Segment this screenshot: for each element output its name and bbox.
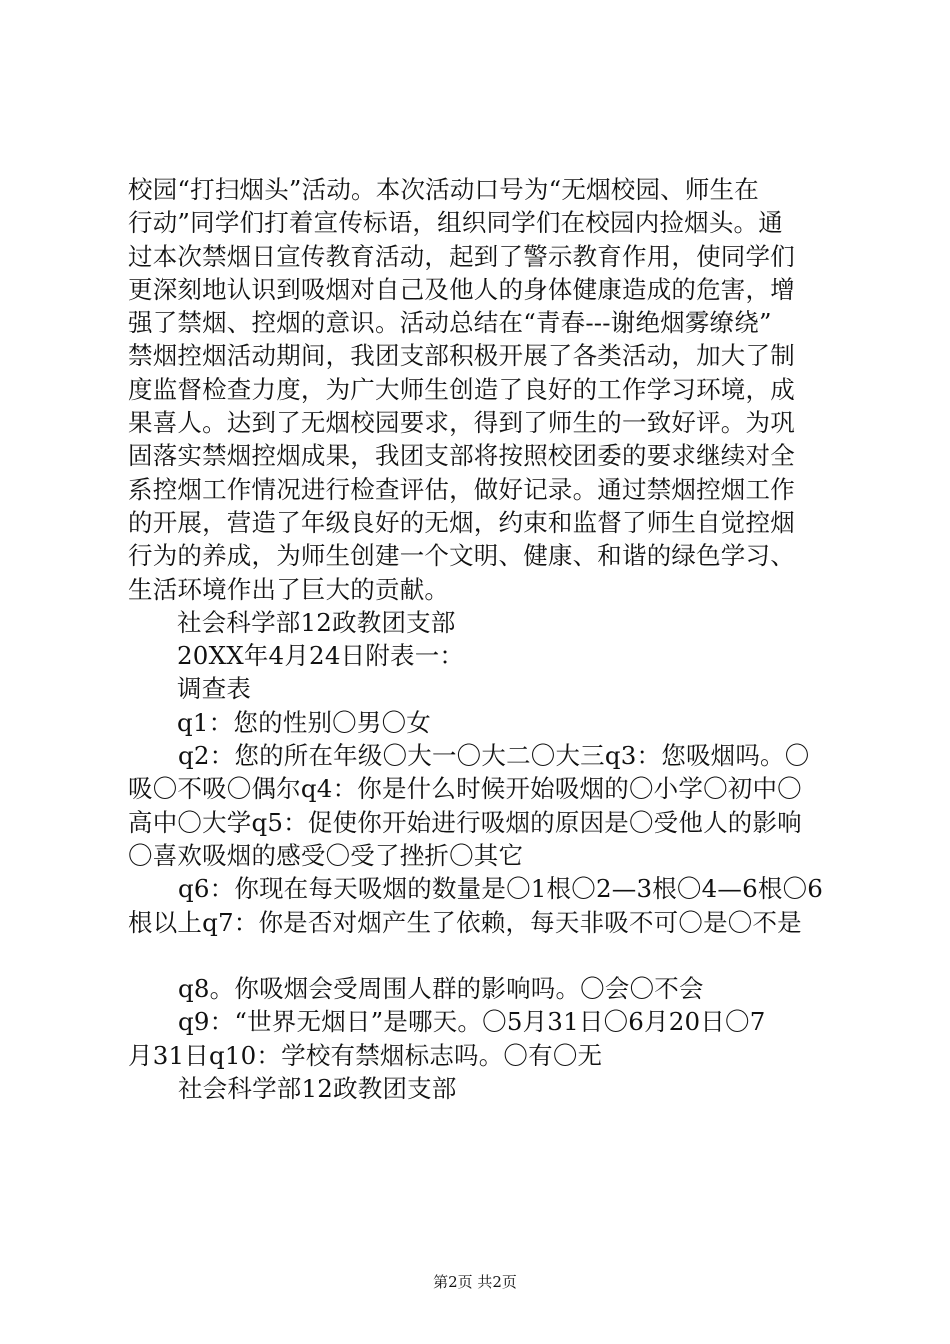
paragraph-line: 的开展，营造了年级良好的无烟，约束和监督了师生自觉控烟 <box>128 507 795 537</box>
page-footer: 第2页 共2页 <box>433 1273 517 1291</box>
paragraph-line: 固落实禁烟控烟成果，我团支部将按照校团委的要求继续对全 <box>128 441 795 471</box>
paragraph-line: 行动”同学们打着宣传标语，组织同学们在校园内捡烟头。通 <box>128 208 783 238</box>
paragraph-line: 禁烟控烟活动期间，我团支部积极开展了各类活动，加大了制 <box>128 341 795 371</box>
paragraph-line: 果喜人。达到了无烟校园要求，得到了师生的一致好评。为巩 <box>128 408 795 438</box>
paragraph-line: 过本次禁烟日宣传教育活动，起到了警示教育作用，使同学们 <box>128 241 795 271</box>
question-q2-q5 <box>128 739 828 872</box>
question-line: 〇喜欢吸烟的感受〇受了挫折〇其它 <box>128 840 524 870</box>
paragraph-line: 强了禁烟、控烟的意识。活动总结在“青春---谢绝烟雾缭绕” <box>128 308 772 338</box>
date-line: 20XX年4月24日附表一： <box>177 641 465 671</box>
question-line: q9：“世界无烟日”是哪天。〇5月31日〇6月20日〇7 <box>178 1007 766 1037</box>
summary-paragraph <box>128 173 828 606</box>
question-line: q6：你现在每天吸烟的数量是〇1根〇2—3根〇4—6根〇6 <box>178 874 824 904</box>
signature-line: 社会科学部12政教团支部 <box>178 1074 457 1104</box>
document-body <box>128 173 828 1105</box>
question-line: 吸〇不吸〇偶尔q4：你是什么时候开始吸烟的〇小学〇初中〇 <box>128 774 802 804</box>
paragraph-line: 生活环境作出了巨大的贡献。 <box>128 574 450 604</box>
paragraph-line: 系控烟工作情况进行检查评估，做好记录。通过禁烟控烟工作 <box>128 474 795 504</box>
paragraph-line: 度监督检查力度，为广大师生创造了良好的工作学习环境，成 <box>128 374 795 404</box>
survey-title: 调查表 <box>177 674 252 704</box>
paragraph-line: 更深刻地认识到吸烟对自己及他人的身体健康造成的危害，增 <box>128 274 795 304</box>
paragraph-line: 校园“打扫烟头”活动。本次活动口号为“无烟校园、师生在 <box>128 175 759 204</box>
signature-line: 社会科学部12政教团支部 <box>177 607 456 637</box>
question-q9-q10 <box>128 1005 828 1072</box>
paragraph-line: 行为的养成，为师生创建一个文明、健康、和谐的绿色学习、 <box>128 541 795 571</box>
blank-line <box>128 939 828 972</box>
question-q1: q1：您的性别〇男〇女 <box>177 707 431 737</box>
question-line: 月31日q10：学校有禁烟标志吗。〇有〇无 <box>128 1040 603 1070</box>
question-line: q2：您的所在年级〇大一〇大二〇大三q3：您吸烟吗。〇 <box>178 741 810 771</box>
question-q8: q8。你吸烟会受周围人群的影响吗。〇会〇不会 <box>178 974 704 1004</box>
question-line: 根以上q7：你是否对烟产生了依赖，每天非吸不可〇是〇不是 <box>128 907 802 937</box>
question-q6-q7 <box>128 872 828 939</box>
question-line: 高中〇大学q5：促使你开始进行吸烟的原因是〇受他人的影响 <box>128 807 802 837</box>
